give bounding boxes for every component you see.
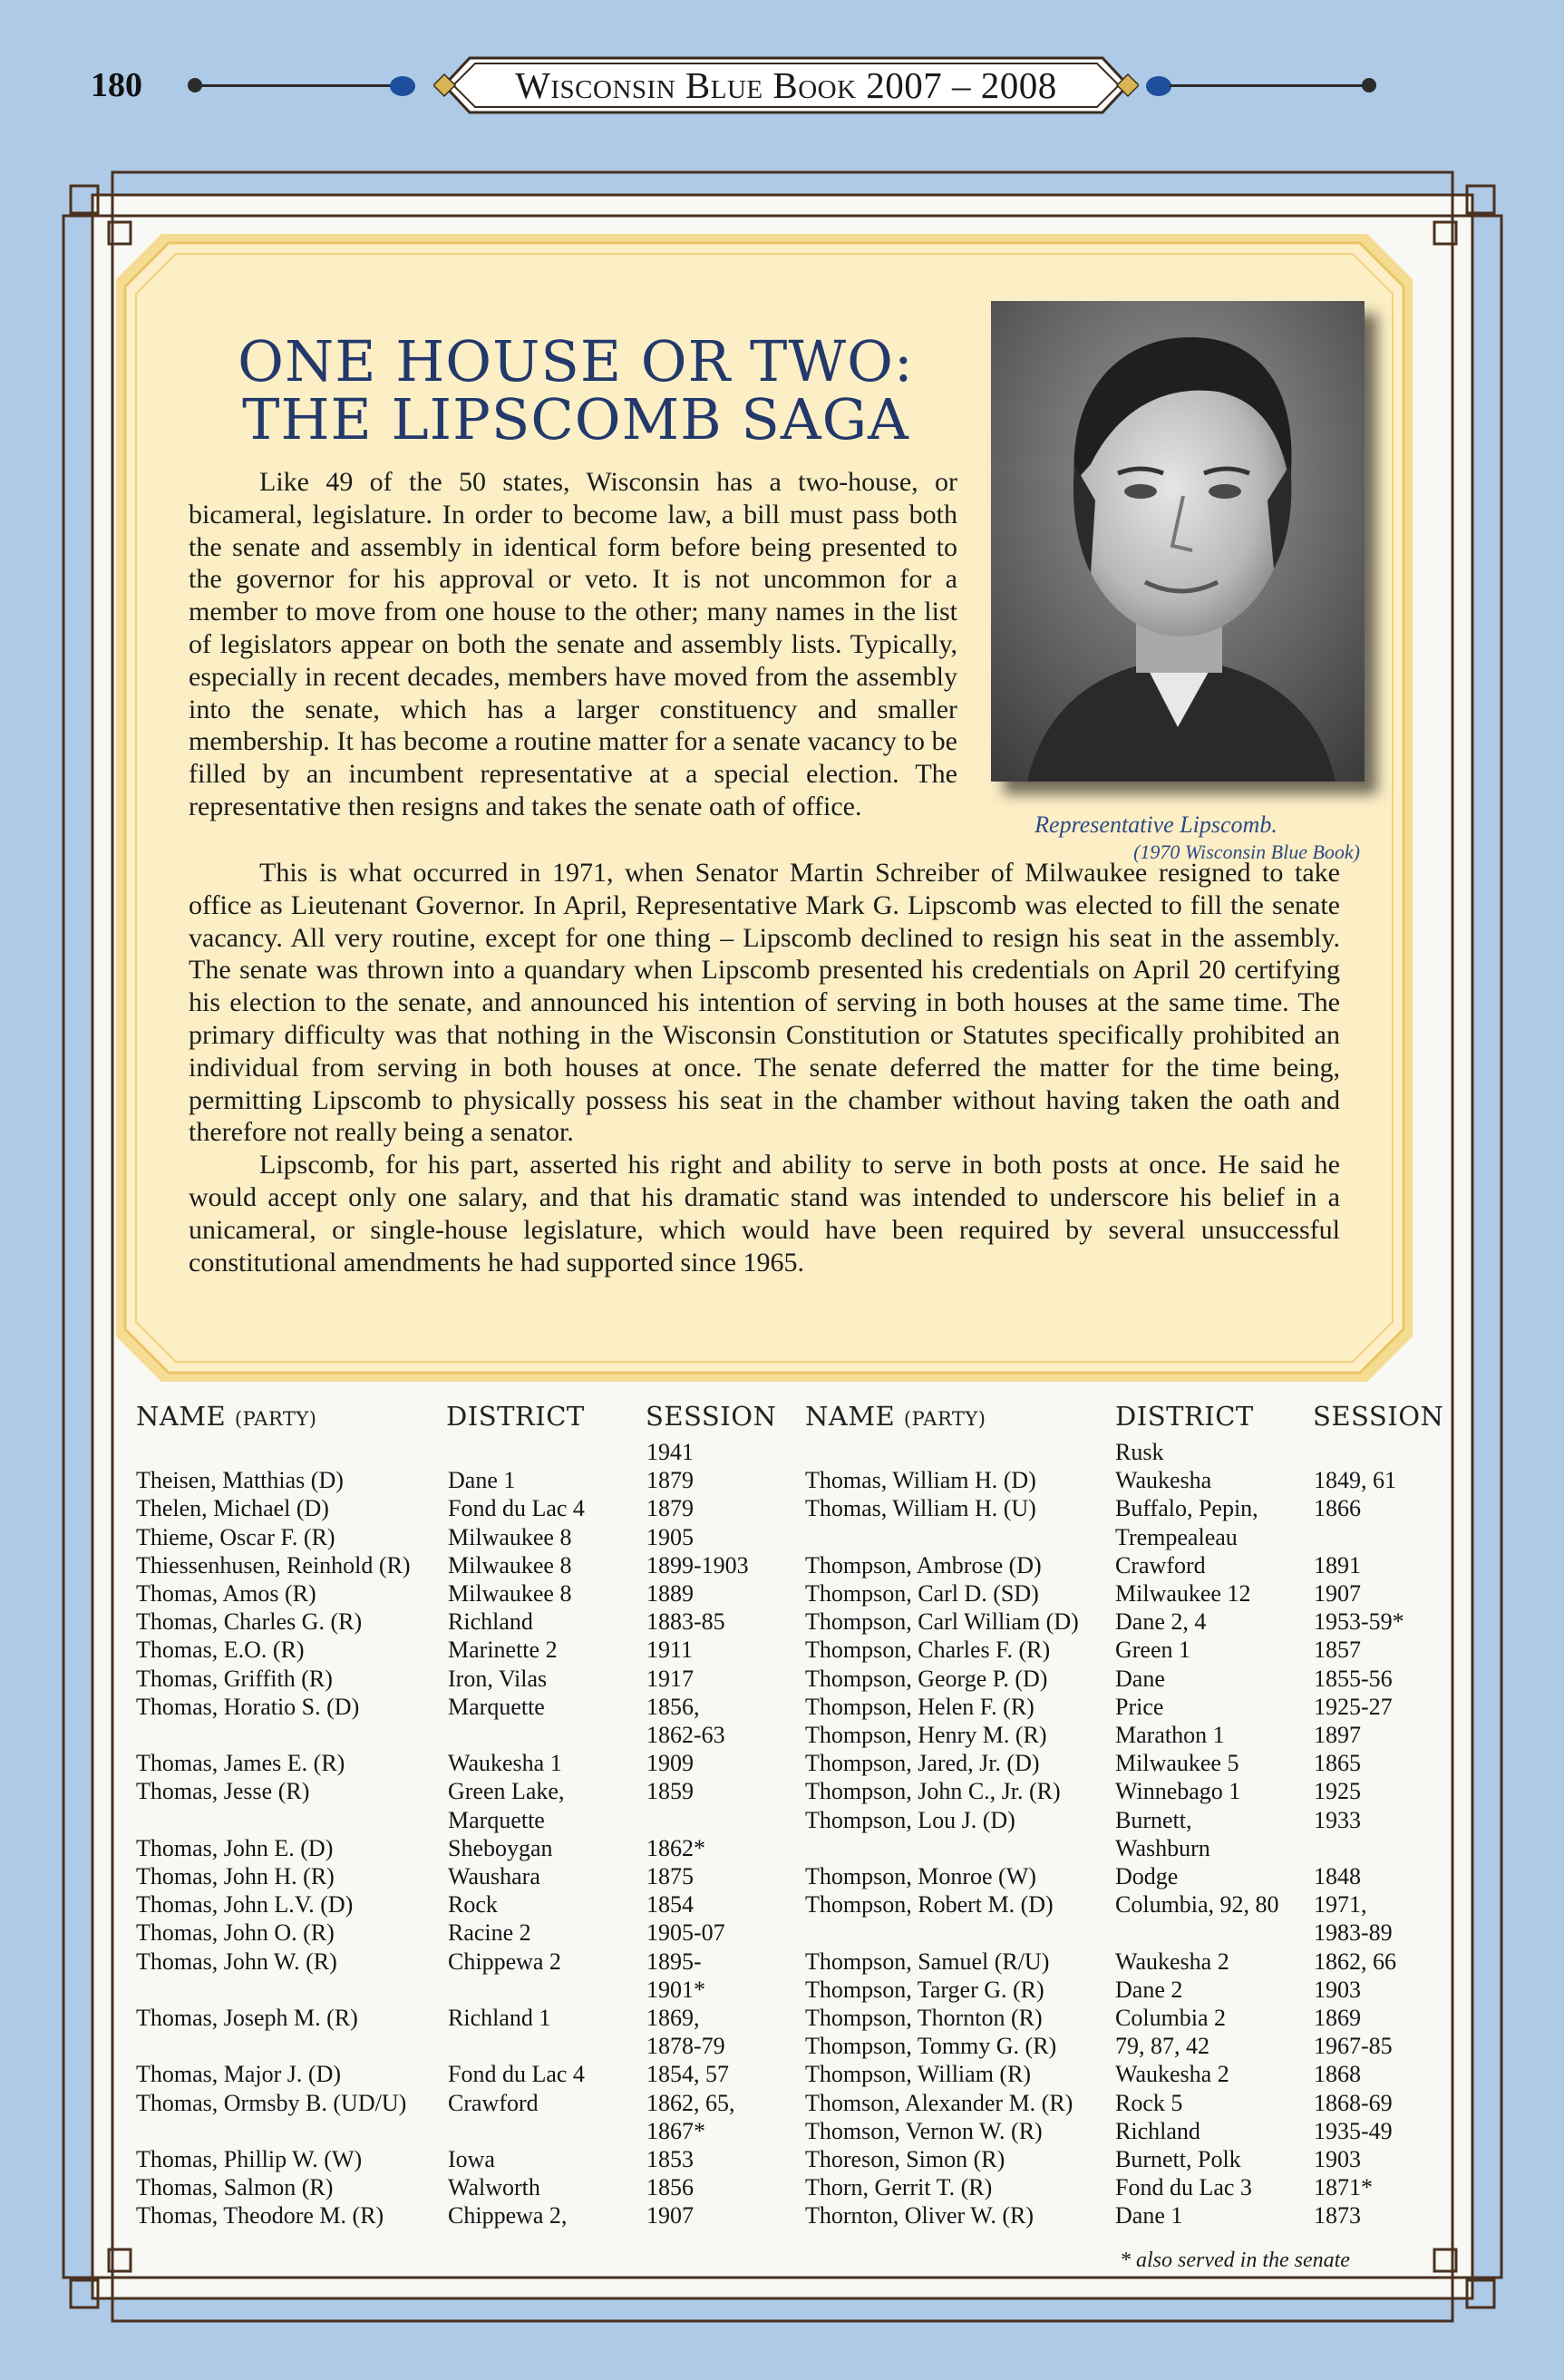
- left-session-header: SESSION: [646, 1401, 777, 1432]
- left-name-cell: Thomas, Major J. (D): [136, 2061, 342, 2088]
- right-district-cell: Marathon 1: [1115, 1722, 1225, 1748]
- right-district-cell: Burnett,: [1115, 1806, 1192, 1833]
- left-session-cell: 1879: [646, 1467, 694, 1494]
- right-district-cell: Columbia 2: [1115, 2005, 1227, 2031]
- left-district-cell: Crawford: [448, 2089, 539, 2116]
- left-session-cell: 1856: [646, 2174, 694, 2201]
- left-session-cell: 1869,: [646, 2005, 700, 2031]
- right-district-cell: Richland: [1115, 2117, 1200, 2144]
- right-session-cell: 1869: [1314, 2005, 1361, 2031]
- right-name-cell: Thompson, Samuel (R/U): [805, 1948, 1050, 1975]
- left-district-cell: Marinette 2: [448, 1637, 558, 1664]
- right-session-cell: 1857: [1314, 1637, 1361, 1664]
- left-name-cell: Thomas, Joseph M. (R): [136, 2005, 358, 2031]
- left-session-cell: 1883-85: [646, 1608, 725, 1636]
- left-name-cell: Thomas, Jesse (R): [136, 1778, 310, 1805]
- left-session-cell: 1895-: [646, 1948, 702, 1975]
- right-district-cell: Waukesha 2: [1115, 2061, 1229, 2088]
- left-name-cell: Thomas, Phillip W. (W): [136, 2146, 363, 2172]
- right-district-cell: Washburn: [1115, 1834, 1210, 1861]
- right-name-cell: Thompson, Henry M. (R): [805, 1722, 1047, 1748]
- right-party-header-label: (PARTY): [903, 1408, 986, 1430]
- left-district-cell: Iowa: [448, 2146, 495, 2172]
- right-district-cell: Fond du Lac 3: [1115, 2174, 1252, 2201]
- left-party-header-label: (PARTY): [234, 1408, 317, 1430]
- right-session-cell: 1953-59*: [1314, 1608, 1404, 1636]
- left-session-cell: 1878-79: [646, 2033, 725, 2060]
- left-session-cell: 1911: [646, 1637, 694, 1664]
- article-title: [177, 327, 975, 452]
- right-session-cell: 1873: [1314, 2202, 1361, 2229]
- left-session-cell: 1899-1903: [646, 1551, 749, 1579]
- right-name-cell: Thompson, George P. (D): [805, 1665, 1048, 1692]
- left-district-cell: Richland: [448, 1608, 533, 1636]
- left-district-cell: Rock: [448, 1891, 498, 1919]
- right-session-cell: 1868: [1314, 2061, 1361, 2088]
- left-name-cell: Thomas, Amos (R): [136, 1580, 316, 1607]
- right-district-cell: 79, 87, 42: [1115, 2033, 1209, 2060]
- article-paragraph-1: Like 49 of the 50 states, Wisconsin has a two-house, or bicameral, legislature. In order to become law, a bill must pass both the senate and assembly in identical form before being presented to the governor for his approval or veto. It is not uncommon for a member to move from one house to the other; many names in the list of legislators appear on both the senate and assembly lists. Typically, especially in recent decades, members have moved from the assembly into the senate, which has a larger constituency and smaller membership. It has become a routine matter for a senate vacancy to be filled by an incumbent representative at a special election. The representative then resigns and takes the senate oath of office.: [189, 467, 957, 821]
- right-district-cell: Rusk: [1115, 1439, 1164, 1465]
- left-session-cell: 1854, 57: [646, 2061, 729, 2088]
- left-district-cell: Iron, Vilas: [448, 1665, 548, 1692]
- left-session-cell: 1862*: [646, 1834, 705, 1861]
- left-session-cell: 1853: [646, 2146, 694, 2172]
- article-title-line2: THE LIPSCOMB SAGA: [242, 385, 909, 452]
- left-name-cell: Thelen, Michael (D): [136, 1495, 329, 1522]
- left-district-cell: Waushara: [448, 1863, 540, 1889]
- right-name-cell: Thompson, Helen F. (R): [805, 1693, 1035, 1720]
- left-name-cell: Thomas, Theodore M. (R): [136, 2202, 384, 2229]
- right-name-cell: Thompson, Lou J. (D): [805, 1806, 1015, 1833]
- left-district-header: DISTRICT: [446, 1401, 585, 1432]
- left-session-cell: 1862-63: [646, 1722, 725, 1748]
- right-name-cell: Thoreson, Simon (R): [805, 2146, 1005, 2172]
- right-district-header: DISTRICT: [1115, 1401, 1254, 1432]
- right-session-cell: 1862, 66: [1314, 1948, 1396, 1975]
- right-district-cell: Dodge: [1115, 1863, 1179, 1889]
- right-name-cell: Thornton, Oliver W. (R): [805, 2202, 1035, 2229]
- left-name-cell: Thomas, Horatio S. (D): [136, 1693, 360, 1720]
- left-name-cell: Thomas, E.O. (R): [136, 1637, 305, 1664]
- right-session-cell: 1903: [1314, 2146, 1361, 2172]
- left-name-cell: Thomas, Salmon (R): [136, 2174, 334, 2201]
- left-name-cell: Thomas, John O. (R): [136, 1919, 335, 1947]
- photo-credit: (1970 Wisconsin Blue Book): [1133, 840, 1360, 863]
- left-name-header-label: NAME: [136, 1401, 227, 1432]
- right-name-header-label: NAME: [805, 1401, 896, 1432]
- right-district-cell: Rock 5: [1115, 2089, 1183, 2116]
- left-district-cell: Green Lake,: [448, 1778, 565, 1805]
- left-name-cell: Thomas, John L.V. (D): [136, 1891, 354, 1919]
- right-name-cell: Thorn, Gerrit T. (R): [805, 2174, 993, 2201]
- right-district-cell: Price: [1115, 1693, 1164, 1720]
- left-session-cell: 1901*: [646, 1976, 705, 2003]
- senate-footnote: * also served in the senate: [1120, 2249, 1350, 2272]
- left-name-cell: Thiessenhusen, Reinhold (R): [136, 1551, 411, 1579]
- right-district-cell: Trempealeau: [1115, 1523, 1238, 1550]
- left-district-cell: Milwaukee 8: [448, 1580, 572, 1607]
- left-session-cell: 1889: [646, 1580, 694, 1607]
- left-name-cell: Thomas, Griffith (R): [136, 1665, 333, 1692]
- right-session-cell: 1907: [1314, 1580, 1361, 1607]
- left-session-cell: 1854: [646, 1891, 694, 1919]
- right-session-cell: 1925: [1314, 1778, 1361, 1805]
- right-session-cell: 1967-85: [1314, 2033, 1393, 2060]
- left-name-cell: Thomas, John H. (R): [136, 1863, 335, 1889]
- right-session-cell: 1868-69: [1314, 2089, 1393, 2116]
- page-number: 180: [91, 66, 142, 104]
- right-name-header: [805, 1401, 986, 1432]
- left-district-cell: Racine 2: [448, 1919, 531, 1947]
- right-name-cell: Thompson, Robert M. (D): [805, 1891, 1054, 1919]
- book-title: Wisconsin Blue Book 2007 – 2008: [515, 64, 1057, 106]
- right-session-cell: 1866: [1314, 1495, 1361, 1522]
- left-session-cell: 1909: [646, 1750, 694, 1777]
- right-session-cell: 1855-56: [1314, 1665, 1393, 1692]
- right-session-cell: 1971,: [1314, 1891, 1367, 1919]
- right-district-cell: Waukesha: [1115, 1467, 1212, 1494]
- left-name-cell: Thomas, John E. (D): [136, 1834, 334, 1861]
- portrait-image: [991, 301, 1365, 782]
- left-name-cell: Thomas, James E. (R): [136, 1750, 345, 1777]
- right-name-cell: Thomson, Vernon W. (R): [805, 2117, 1043, 2144]
- left-district-cell: Milwaukee 8: [448, 1523, 572, 1550]
- right-district-cell: Buffalo, Pepin,: [1115, 1495, 1258, 1522]
- right-session-cell: 1925-27: [1314, 1693, 1393, 1720]
- right-session-cell: 1848: [1314, 1863, 1361, 1889]
- left-district-cell: Marquette: [448, 1693, 545, 1720]
- left-name-cell: Thomas, John W. (R): [136, 1948, 337, 1975]
- right-session-cell: 1871*: [1314, 2174, 1373, 2201]
- right-name-cell: Thomas, William H. (U): [805, 1495, 1036, 1522]
- right-session-cell: 1935-49: [1314, 2117, 1393, 2144]
- left-district-cell: Milwaukee 8: [448, 1551, 572, 1579]
- right-district-cell: Green 1: [1115, 1637, 1191, 1664]
- left-session-cell: 1859: [646, 1778, 694, 1805]
- left-session-cell: 1905-07: [646, 1919, 725, 1947]
- right-session-header: SESSION: [1313, 1401, 1444, 1432]
- article-body-intro: [189, 466, 957, 823]
- right-name-cell: Thompson, Jared, Jr. (D): [805, 1750, 1040, 1777]
- left-name-cell: Thomas, Charles G. (R): [136, 1608, 363, 1636]
- right-district-cell: Crawford: [1115, 1551, 1206, 1579]
- right-name-cell: Thompson, John C., Jr. (R): [805, 1778, 1061, 1805]
- left-district-cell: Fond du Lac 4: [448, 1495, 585, 1522]
- right-district-cell: Winnebago 1: [1115, 1778, 1241, 1805]
- right-name-cell: Thomson, Alexander M. (R): [805, 2089, 1073, 2116]
- left-name-cell: Thomas, Ormsby B. (UD/U): [136, 2089, 407, 2116]
- right-session-cell: 1849, 61: [1314, 1467, 1396, 1494]
- left-session-cell: 1907: [646, 2202, 694, 2229]
- right-name-cell: Thompson, Charles F. (R): [805, 1637, 1051, 1664]
- left-session-cell: 1856,: [646, 1693, 700, 1720]
- right-district-cell: Milwaukee 5: [1115, 1750, 1239, 1777]
- right-district-cell: Dane: [1115, 1665, 1165, 1692]
- right-name-cell: Thompson, Carl William (D): [805, 1608, 1079, 1636]
- right-name-cell: Thompson, Monroe (W): [805, 1863, 1036, 1889]
- left-session-cell: 1917: [646, 1665, 694, 1692]
- left-district-cell: Walworth: [448, 2174, 540, 2201]
- right-session-cell: 1897: [1314, 1722, 1361, 1748]
- article-paragraph-3: Lipscomb, for his part, asserted his right and ability to serve in both posts at once. He said he would accept only one salary, and that his dramatic stand was intended to underscore his belief in a unicameral, or single-house legislature, which would have been required by several unsuccessful constitutional amendments he had supported since 1965.: [189, 1150, 1340, 1277]
- article-paragraph-2: This is what occurred in 1971, when Senator Martin Schreiber of Milwaukee resigned to take office as Lieutenant Governor. In April, Representative Mark G. Lipscomb was elected to fill the senate vacancy. All very routine, except for one thing – Lipscomb declined to resign his seat in the assembly. The senate was thrown into a quandary when Lipscomb presented his credentials on April 20 certifying his election to the senate, and announced his intention of serving in both houses at the same time. The primary difficulty was that nothing in the Wisconsin Constitution or Statutes specifically prohibited an individual from serving in both houses at once. The senate deferred the matter for the time being, permitting Lipscomb to physically possess his seat in the chamber without having taken the oath and therefore not really being a senator.: [189, 858, 1340, 1148]
- left-session-cell: 1867*: [646, 2117, 705, 2144]
- right-name-cell: Thompson, Ambrose (D): [805, 1551, 1042, 1579]
- article-title-line1: ONE HOUSE OR TWO:: [238, 327, 914, 394]
- right-district-cell: Burnett, Polk: [1115, 2146, 1241, 2172]
- right-name-cell: Thompson, Targer G. (R): [805, 1976, 1044, 2003]
- right-name-cell: Thompson, Tommy G. (R): [805, 2033, 1057, 2060]
- left-district-cell: Fond du Lac 4: [448, 2061, 585, 2088]
- left-name-cell: Thieme, Oscar F. (R): [136, 1523, 335, 1550]
- right-session-cell: 1933: [1314, 1806, 1361, 1833]
- left-session-cell: 1875: [646, 1863, 694, 1889]
- right-name-cell: Thompson, William (R): [805, 2061, 1032, 2088]
- left-district-cell: Chippewa 2,: [448, 2202, 568, 2229]
- right-district-cell: Milwaukee 12: [1115, 1580, 1251, 1607]
- right-session-cell: 1891: [1314, 1551, 1361, 1579]
- right-session-cell: 1903: [1314, 1976, 1361, 2003]
- lipscomb-photo: [991, 301, 1365, 782]
- left-name-cell: Theisen, Matthias (D): [136, 1467, 344, 1494]
- right-name-cell: Thompson, Carl D. (SD): [805, 1580, 1039, 1607]
- left-district-cell: Sheboygan: [448, 1834, 553, 1861]
- right-session-cell: 1983-89: [1314, 1919, 1393, 1947]
- article-body-main: [189, 857, 1340, 1278]
- right-district-cell: Dane 2, 4: [1115, 1608, 1207, 1636]
- left-district-cell: Waukesha 1: [448, 1750, 562, 1777]
- left-session-cell: 1905: [646, 1523, 694, 1550]
- photo-caption: Representative Lipscomb.: [1035, 811, 1277, 838]
- right-name-cell: Thompson, Thornton (R): [805, 2005, 1043, 2031]
- right-name-cell: Thomas, William H. (D): [805, 1467, 1036, 1494]
- right-district-cell: Columbia, 92, 80: [1115, 1891, 1279, 1919]
- left-session-cell: 1941: [646, 1439, 694, 1465]
- right-district-cell: Dane 1: [1115, 2202, 1183, 2229]
- left-name-header: [136, 1401, 316, 1432]
- right-district-cell: Dane 2: [1115, 1976, 1183, 2003]
- left-district-cell: Richland 1: [448, 2005, 551, 2031]
- left-district-cell: Chippewa 2: [448, 1948, 561, 1975]
- left-district-cell: Dane 1: [448, 1467, 516, 1494]
- left-district-cell: Marquette: [448, 1806, 545, 1833]
- right-session-cell: 1865: [1314, 1750, 1361, 1777]
- right-district-cell: Waukesha 2: [1115, 1948, 1229, 1975]
- left-session-cell: 1879: [646, 1495, 694, 1522]
- left-session-cell: 1862, 65,: [646, 2089, 735, 2116]
